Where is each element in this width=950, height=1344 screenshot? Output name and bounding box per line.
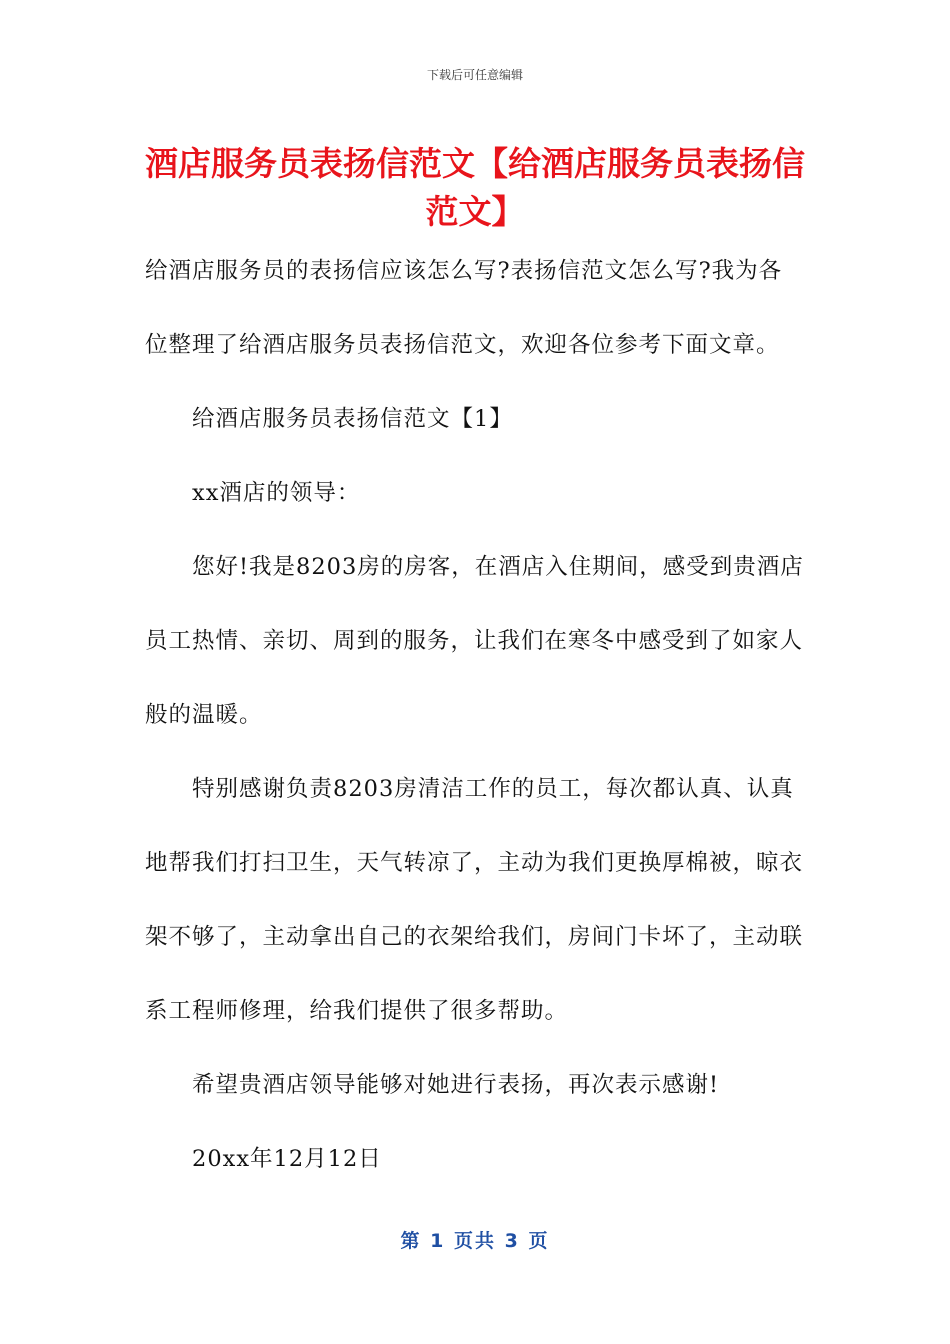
section-heading: 给酒店服务员表扬信范文【1】 bbox=[192, 406, 513, 432]
document-title: 酒店服务员表扬信范文【给酒店服务员表扬信范文】 bbox=[145, 144, 805, 231]
body-paragraph-3: 希望贵酒店领导能够对她进行表扬，再次表示感谢! bbox=[192, 1072, 720, 1098]
intro-paragraph: 给酒店服务员的表扬信应该怎么写?表扬信范文怎么写?我为各位整理了给酒店服务员表扬信范文，欢迎各位参考下面文章。 bbox=[145, 258, 783, 358]
body-paragraph-1: 您好!我是8203房的房客，在酒店入住期间，感受到贵酒店员工热情、亲切、周到的服务，让我们在寒冬中感受到了如家人般的温暖。 bbox=[145, 554, 804, 728]
page-number-footer: 第 1 页共 3 页 bbox=[400, 1230, 550, 1252]
body-paragraph-2: 特别感谢负责8203房清洁工作的员工，每次都认真、认真地帮我们打扫卫生，天气转凉了，主动为我们更换厚棉被，晾衣架不够了，主动拿出自己的衣架给我们，房间门卡坏了，主动联系工程师修理，给我们提供了很多帮助。 bbox=[145, 776, 804, 1024]
header-note: 下载后可任意编辑 bbox=[426, 68, 523, 82]
salutation: xx酒店的领导： bbox=[192, 480, 361, 506]
letter-date: 20xx年12月12日 bbox=[192, 1146, 382, 1172]
